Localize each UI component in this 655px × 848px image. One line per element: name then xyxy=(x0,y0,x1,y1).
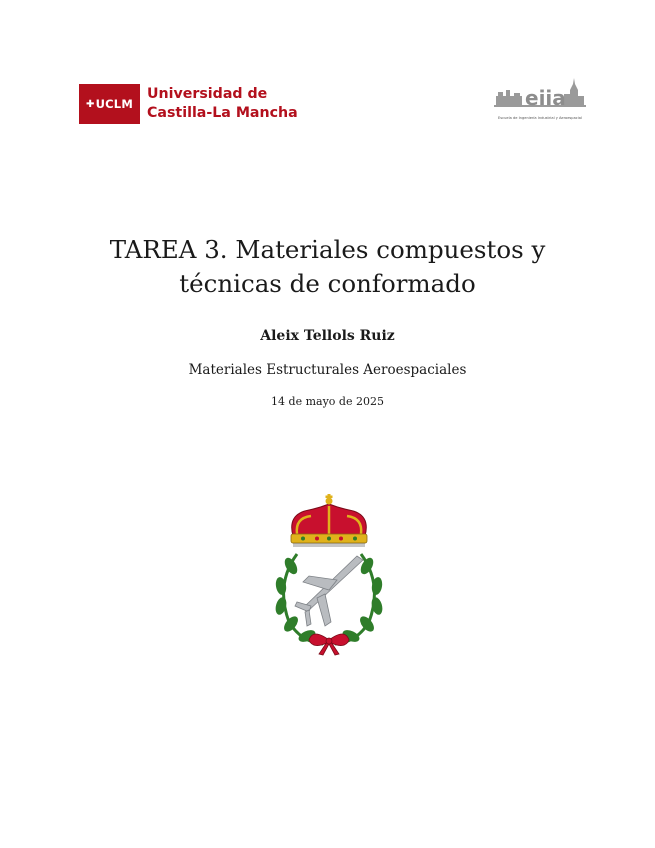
uclm-logo-box xyxy=(79,84,140,124)
ribbon-bow-icon xyxy=(309,634,349,655)
aeronautical-crest-icon xyxy=(267,494,391,656)
crown-icon xyxy=(291,494,367,547)
uclm-symbol-icon: ✚ xyxy=(86,98,95,110)
title-line-2: técnicas de conformado xyxy=(179,269,476,298)
eiia-caption: Escuela de Ingeniería Industrial y Aeroespacial xyxy=(498,116,582,120)
author-name: Aleix Tellols Ruiz xyxy=(260,328,395,344)
uclm-logo xyxy=(79,84,298,126)
airplane-icon xyxy=(295,556,363,626)
eiia-wordmark: eiia xyxy=(525,86,566,110)
uclm-logo-line1: Universidad de xyxy=(147,86,268,102)
eiia-skyline-icon xyxy=(494,76,586,116)
uclm-logo-box-text: UCLM xyxy=(95,97,133,111)
aeronautical-crest xyxy=(267,494,391,656)
laurel-wreath-icon xyxy=(274,554,384,644)
eiia-logo xyxy=(494,76,586,124)
title-line-1: TAREA 3. Materiales compuestos y xyxy=(109,235,546,264)
course-name: Materiales Estructurales Aeroespaciales xyxy=(188,362,467,378)
uclm-logo-line2: Castilla-La Mancha xyxy=(147,105,298,121)
document-date: 14 de mayo de 2025 xyxy=(271,395,384,408)
